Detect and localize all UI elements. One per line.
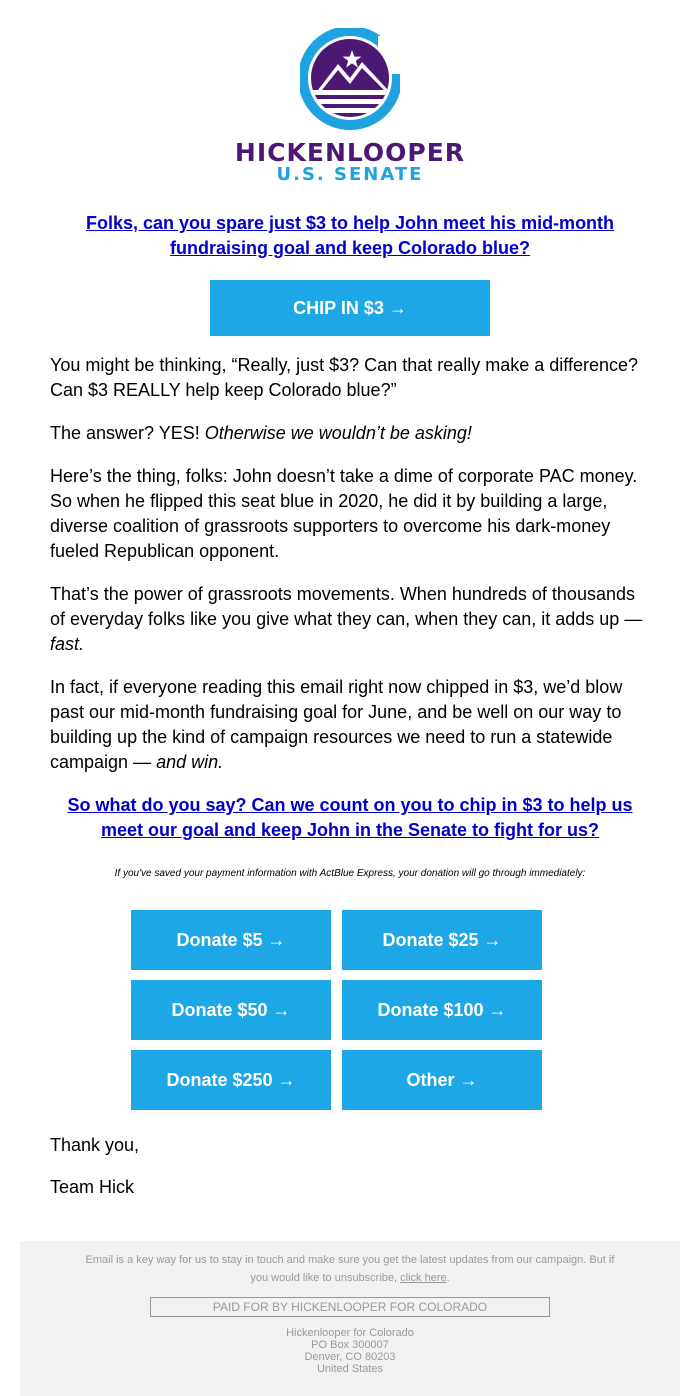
paragraph-5-emphasis: and win. bbox=[156, 752, 224, 772]
secondary-donate-link[interactable]: So what do you say? Can we count on you to chip in $3 to help us meet our goal and keep John in the Senate to fight for us? bbox=[67, 795, 633, 840]
footer-text-after: . bbox=[446, 1272, 450, 1284]
footer-address bbox=[20, 1327, 680, 1375]
donate-5-button[interactable]: Donate $5 → bbox=[131, 910, 331, 970]
paragraph-2-emphasis: Otherwise we wouldn’t be asking! bbox=[204, 423, 472, 443]
paragraph-3: Here’s the thing, folks: John doesn’t take a dime of corporate PAC money. So when he flipped this seat blue in 2020, he did it by building a large, diverse coalition of grassroots supporters to overcome his dark-money fueled Republican opponent. bbox=[50, 466, 638, 561]
paragraph-1: You might be thinking, “Really, just $3? Can that really make a difference? Can $3 REALLY help keep Colorado blue?” bbox=[50, 355, 639, 400]
chip-in-button[interactable]: CHIP IN $3 → bbox=[210, 280, 490, 336]
address-line: PO Box 300007 bbox=[311, 1339, 389, 1351]
campaign-logo bbox=[0, 28, 700, 138]
actblue-express-note: If you've saved your payment information with ActBlue Express, your donation will go through immediately: bbox=[114, 868, 586, 879]
logo-subtitle: U.S. SENATE bbox=[276, 164, 424, 185]
footer-text-before: Email is a key way for us to stay in touch and make sure you get the latest updates from our campaign. But if you would like to unsubscribe, bbox=[85, 1254, 615, 1284]
address-line: Denver, CO 80203 bbox=[304, 1351, 396, 1363]
paid-for-disclaimer: PAID FOR BY HICKENLOOPER FOR COLORADO bbox=[150, 1297, 550, 1317]
paragraph-4-emphasis: fast. bbox=[50, 634, 85, 654]
logo-name: HICKENLOOPER bbox=[234, 138, 466, 167]
email-footer bbox=[20, 1241, 680, 1396]
paragraph-2 bbox=[50, 421, 650, 446]
paragraph-5 bbox=[50, 675, 650, 775]
donate-25-button[interactable]: Donate $25 → bbox=[342, 910, 542, 970]
donate-100-button[interactable]: Donate $100 → bbox=[342, 980, 542, 1040]
address-line: United States bbox=[316, 1363, 384, 1375]
paragraph-5-text: In fact, if everyone reading this email right now chipped in $3, we’d blow past our mid-month fundraising goal for June, and be well on our way to building up the kind of campaign resources we need to run a statewide campaign — bbox=[50, 677, 623, 772]
donate-250-button[interactable]: Donate $250 → bbox=[131, 1050, 331, 1110]
unsubscribe-link[interactable]: click here bbox=[400, 1272, 447, 1284]
donate-50-button[interactable]: Donate $50 → bbox=[131, 980, 331, 1040]
campaign-logo-icon bbox=[300, 28, 400, 138]
paragraph-4 bbox=[50, 582, 650, 657]
paragraph-4-text: That’s the power of grassroots movements. When hundreds of thousands of everyday folks like you give what they can, when they can, it adds up — bbox=[50, 584, 643, 629]
signoff-thanks: Thank you, bbox=[50, 1135, 140, 1155]
address-line: Hickenlooper for Colorado bbox=[286, 1327, 414, 1339]
headline-donate-link[interactable]: Folks, can you spare just $3 to help John meet his mid-month fundraising goal and keep Colorado blue? bbox=[85, 213, 615, 258]
footer-unsubscribe-text bbox=[80, 1251, 620, 1287]
donate-other-button[interactable]: Other → bbox=[342, 1050, 542, 1110]
paragraph-2-text: The answer? YES! bbox=[50, 423, 205, 443]
signoff-team: Team Hick bbox=[50, 1177, 135, 1197]
